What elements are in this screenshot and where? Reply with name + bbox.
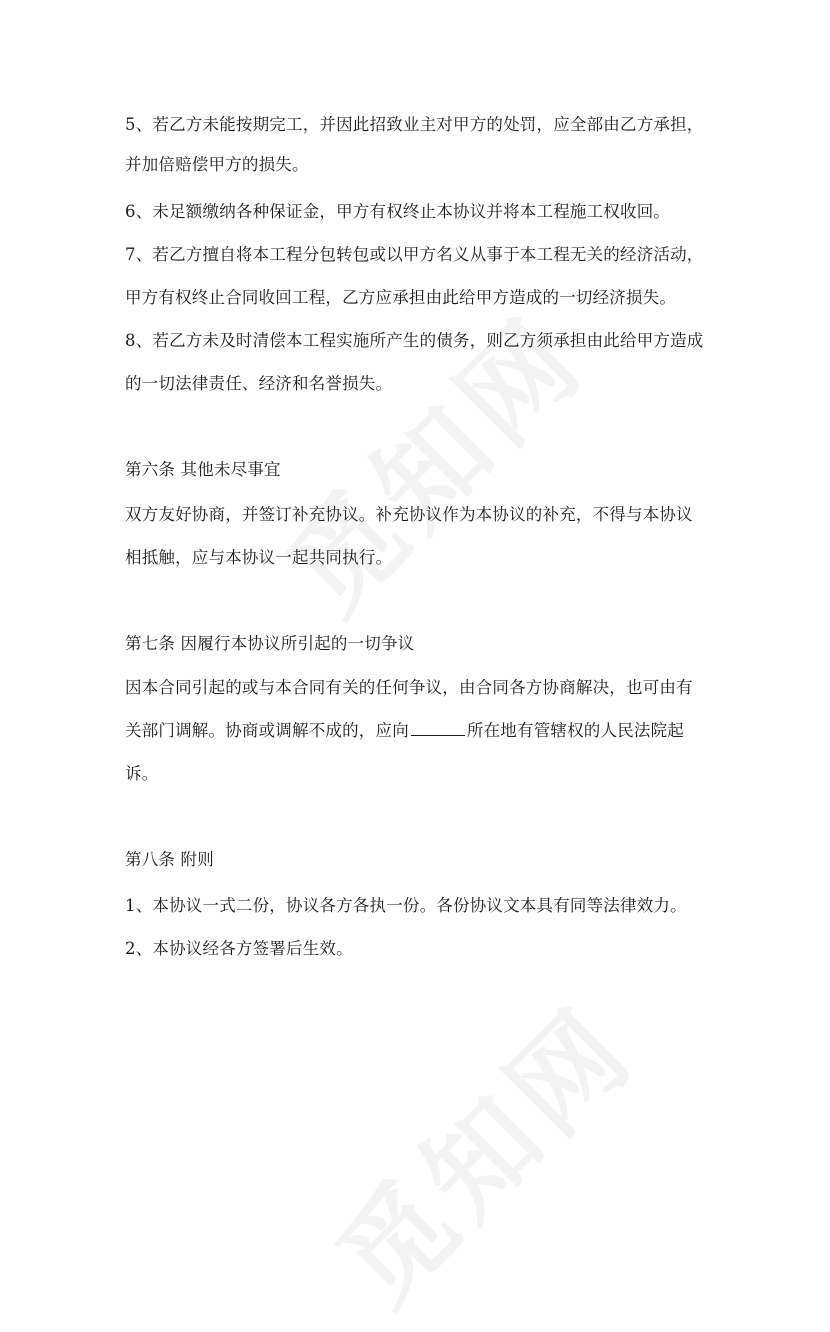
article-7-line-1: 因本合同引起的或与本合同有关的任何争议，由合同各方协商解决，也可由有	[125, 678, 693, 697]
article-7-line-2-before: 关部门调解。协商或调解不成的，应向	[125, 721, 409, 740]
watermark-bottom	[297, 966, 663, 1332]
article-6-line-2: 相抵触，应与本协议一起共同执行。	[125, 548, 393, 567]
article-6-line-1: 双方友好协商，并签订补充协议。补充协议作为本协议的补充，不得与本协议	[125, 505, 693, 524]
article-6-heading: 第六条 其他未尽事宜	[125, 460, 281, 479]
clause-8-line-1: 8、若乙方未及时清偿本工程实施所产生的债务，则乙方须承担由此给甲方造成	[125, 331, 704, 350]
article-7-line-2-after: 所在地有管辖权的人民法院起	[466, 721, 685, 740]
clause-7-line-2: 甲方有权终止合同收回工程，乙方应承担由此给甲方造成的一切经济损失。	[125, 288, 677, 307]
article-8-item-1: 1、本协议一式二份，协议各方各执一份。各份协议文本具有同等法律效力。	[125, 896, 687, 915]
clause-6: 6、未足额缴纳各种保证金，甲方有权终止本协议并将本工程施工权收回。	[125, 202, 671, 221]
article-8-heading: 第八条 附则	[125, 850, 214, 869]
article-8-item-2: 2、本协议经各方签署后生效。	[125, 939, 353, 958]
clause-8-line-2: 的一切法律责任、经济和名誉损失。	[125, 374, 393, 393]
clause-5-line-1: 5、若乙方未能按期完工，并因此招致业主对甲方的处罚，应全部由乙方承担，	[125, 115, 704, 134]
article-7-line-3: 诉。	[125, 764, 159, 783]
court-location-blank	[411, 719, 465, 736]
clause-5-line-2: 并加倍赔偿甲方的损失。	[125, 155, 309, 174]
article-7-heading: 第七条 因履行本协议所引起的一切争议	[125, 634, 415, 653]
clause-7-line-1: 7、若乙方擅自将本工程分包转包或以甲方名义从事于本工程无关的经济活动，	[125, 245, 704, 264]
article-7-line-2	[125, 719, 684, 743]
